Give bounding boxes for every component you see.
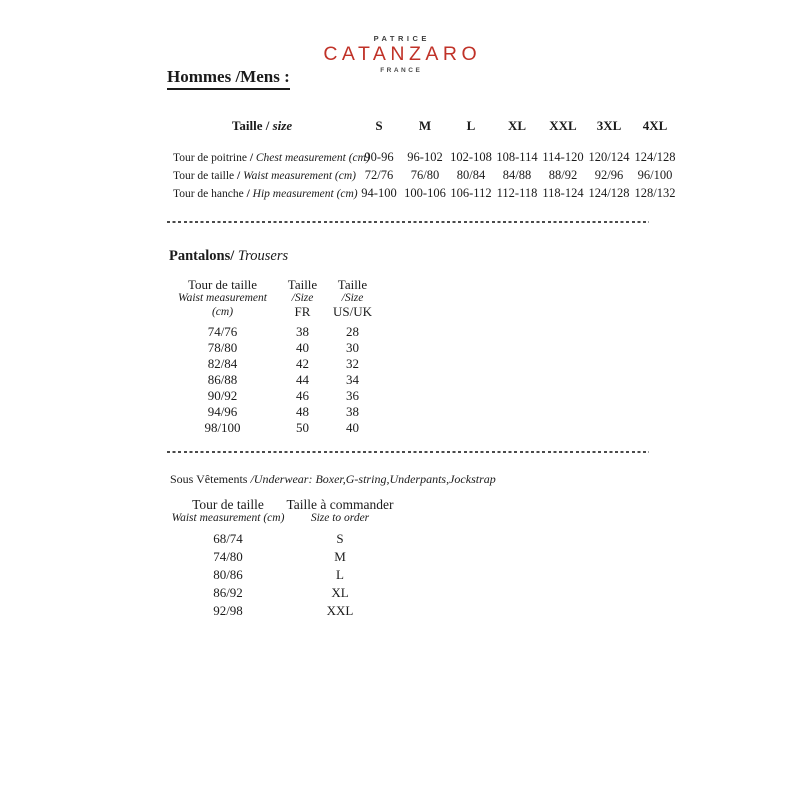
underwear-size-value: S [336, 531, 344, 546]
waist-value: 92/96 [594, 168, 624, 182]
trousers-waist-value: 86/88 [207, 372, 238, 387]
hip-value: 94-100 [361, 186, 397, 200]
trousers-fr-size: 44 [296, 372, 309, 387]
brand-logo [0, 35, 800, 74]
underwear-size-value: XXL [326, 603, 354, 618]
brand-country: FRANCE [380, 67, 423, 74]
table-row-waist [168, 168, 680, 186]
underwear-table-body [160, 530, 384, 620]
chest-value: 124/128 [634, 150, 676, 164]
trousers-fr-size: 48 [296, 404, 309, 419]
size-col-xxl: XXL [549, 118, 577, 133]
waist-value: 80/84 [456, 168, 486, 182]
section-title-mens: Hommes /Mens : [167, 67, 290, 90]
trousers-waist-value: 78/80 [207, 340, 238, 355]
trousers-usuk-size: 32 [346, 356, 359, 371]
chest-value: 96-102 [407, 150, 443, 164]
underwear-waist-value: 92/98 [213, 603, 243, 618]
table-row-hip [168, 186, 680, 204]
trousers-fr-size: 50 [296, 420, 309, 435]
underwear-size-table [160, 497, 394, 620]
trousers-fr-size: 42 [296, 356, 309, 371]
size-col-s: S [375, 118, 383, 133]
trousers-usuk-size: 28 [346, 324, 359, 339]
trousers-usuk-size: 34 [346, 372, 359, 387]
underwear-col-waist-header: Tour de taille Waist measurement (cm) [171, 497, 285, 524]
waist-value: 88/92 [548, 168, 578, 182]
chest-value: 120/124 [588, 150, 630, 164]
hip-value: 118-124 [542, 186, 584, 200]
mens-size-table [168, 118, 680, 204]
trousers-table-body [160, 324, 385, 436]
waist-value: 72/76 [364, 168, 394, 182]
brand-name-main: CATANZARO [323, 43, 482, 65]
trousers-usuk-size: 36 [346, 388, 359, 403]
dashed-divider [167, 221, 649, 223]
mens-size-table-header-row [168, 118, 680, 134]
section-title-underwear: Sous Vêtements /Underwear: Boxer,G-string,Underpants,Jockstrap [170, 472, 496, 486]
underwear-waist-value: 68/74 [213, 531, 243, 546]
size-col-xl: XL [507, 118, 527, 133]
row-label-waist: Tour de taille / Waist measurement (cm) [173, 170, 356, 182]
chest-value: 108-114 [496, 150, 538, 164]
size-col-l: L [466, 118, 476, 133]
trousers-waist-value: 82/84 [207, 356, 238, 371]
hip-value: 100-106 [404, 186, 446, 200]
trousers-fr-size: 38 [296, 324, 309, 339]
underwear-waist-value: 86/92 [213, 585, 243, 600]
trousers-usuk-size: 30 [346, 340, 359, 355]
underwear-waist-value: 80/86 [213, 567, 243, 582]
size-col-4xl: 4XL [642, 118, 668, 133]
underwear-waist-value: 74/80 [213, 549, 243, 564]
trousers-waist-value: 94/96 [207, 404, 238, 419]
section-title-trousers: Pantalons/ Trousers [169, 248, 289, 264]
trousers-waist-value: 74/76 [207, 324, 238, 339]
trousers-table-header [160, 278, 385, 319]
trousers-usuk-size: 38 [346, 404, 359, 419]
chest-value: 90-96 [364, 150, 394, 164]
row-label-chest: Tour de poitrine / Chest measurement (cm) [173, 152, 370, 164]
trousers-fr-size: 40 [296, 340, 309, 355]
trousers-col-usuk-header: Taille /Size US/UK [332, 277, 372, 319]
trousers-usuk-size: 40 [346, 420, 359, 435]
underwear-table-header [160, 497, 394, 525]
dashed-divider [167, 451, 649, 453]
trousers-size-table [160, 278, 385, 436]
waist-value: 84/88 [502, 168, 532, 182]
size-col-m: M [418, 118, 432, 133]
hip-value: 112-118 [496, 186, 538, 200]
table-row-chest [168, 150, 680, 168]
size-col-3xl: 3XL [596, 118, 622, 133]
underwear-size-value: M [334, 549, 346, 564]
waist-value: 76/80 [410, 168, 440, 182]
row-label-hip: Tour de hanche / Hip measurement (cm) [173, 188, 358, 200]
size-header-label: Taille / size [231, 118, 293, 133]
underwear-col-size-header: Taille à commander Size to order [286, 497, 394, 524]
hip-value: 106-112 [450, 186, 492, 200]
hip-value: 128/132 [634, 186, 676, 200]
underwear-size-value: L [336, 567, 344, 582]
trousers-fr-size: 46 [296, 388, 309, 403]
trousers-col-fr-header: Taille /Size FR [287, 277, 318, 319]
mens-size-table-body [168, 150, 680, 204]
chest-value: 114-120 [542, 150, 584, 164]
underwear-size-value: XL [331, 585, 349, 600]
hip-value: 124/128 [588, 186, 630, 200]
chest-value: 102-108 [450, 150, 492, 164]
trousers-waist-value: 90/92 [207, 388, 238, 403]
trousers-waist-value: 98/100 [204, 420, 241, 435]
brand-name-top: PATRICE [373, 34, 430, 43]
waist-value: 96/100 [637, 168, 673, 182]
trousers-col-waist-header: Tour de taille Waist measurement (cm) [178, 277, 267, 318]
